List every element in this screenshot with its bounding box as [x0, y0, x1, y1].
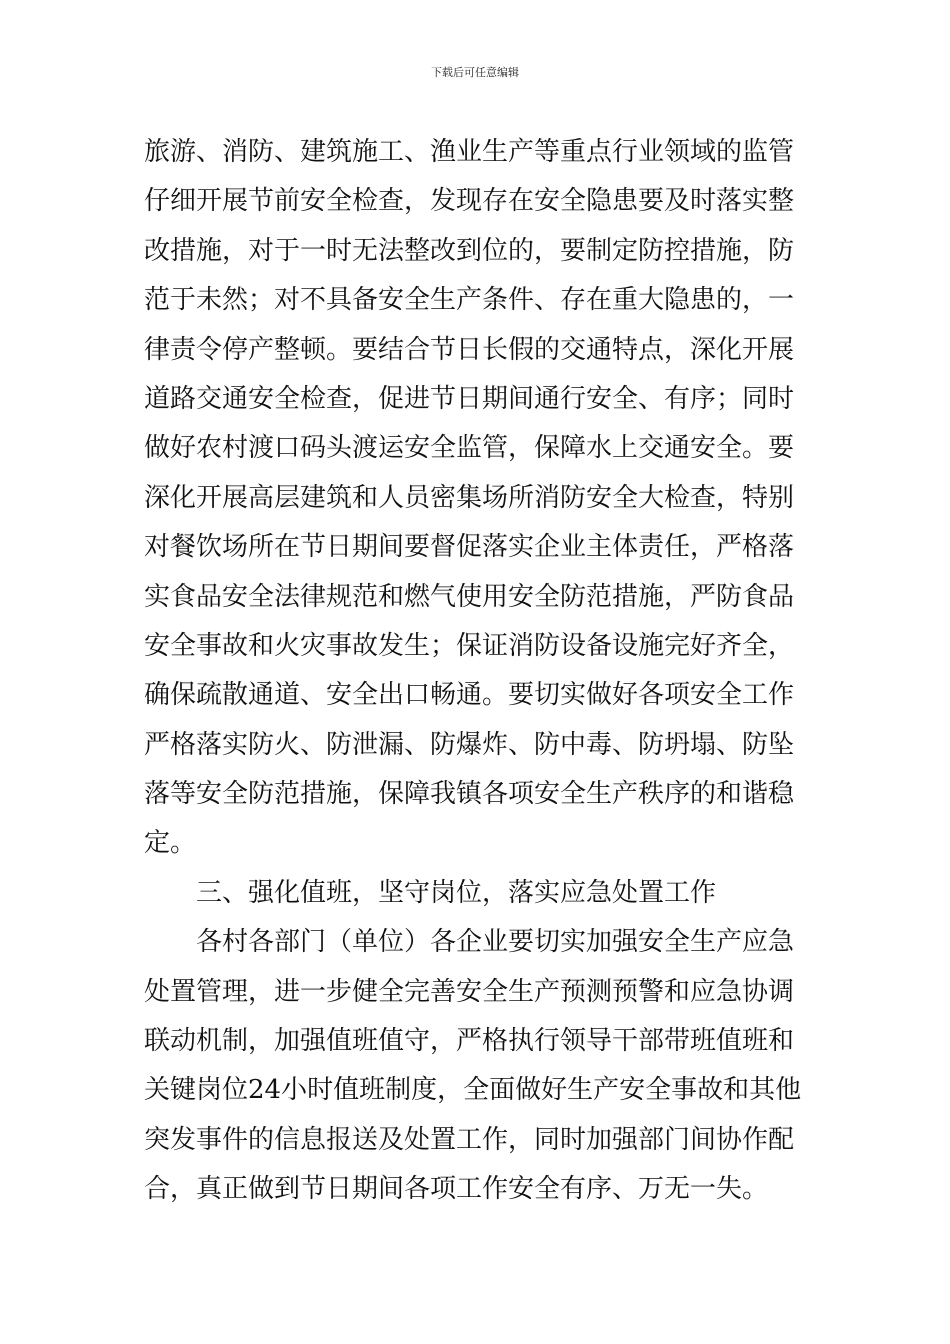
- paragraph-1-line: 律责令停产整顿。要结合节日长假的交通特点，深化开展: [144, 334, 795, 365]
- paragraph-1-line: 实食品安全法律规范和燃气使用安全防范措施，严防食品: [144, 581, 795, 612]
- paragraph-2-line: 突发事件的信息报送及处置工作，同时加强部门间协作配: [144, 1124, 795, 1155]
- paragraph-1-line: 做好农村渡口码头渡运安全监管，保障水上交通安全。要: [144, 433, 795, 464]
- paragraph-1-line: 改措施，对于一时无法整改到位的，要制定防控措施，防: [144, 235, 795, 266]
- paragraph-1-line: 范于未然；对不具备安全生产条件、存在重大隐患的，一: [144, 285, 795, 316]
- paragraph-2-line: 合，真正做到节日期间各项工作安全有序、万无一失。: [144, 1174, 769, 1205]
- paragraph-1-line: 落等安全防范措施，保障我镇各项安全生产秩序的和谐稳: [144, 779, 795, 810]
- paragraph-1-line: 定。: [144, 828, 197, 859]
- paragraph-2-line: 关键岗位24小时值班制度，全面做好生产安全事故和其他: [144, 1075, 802, 1106]
- paragraph-1-line: 旅游、消防、建筑施工、渔业生产等重点行业领域的监管: [144, 137, 795, 167]
- document-body: [144, 128, 814, 1215]
- paragraph-1-line: 道路交通安全检查，促进节日期间通行安全、有序；同时: [144, 383, 795, 414]
- section-heading: 三、强化值班，坚守岗位，落实应急处置工作: [196, 877, 717, 908]
- paragraph-1-line: 对餐饮场所在节日期间要督促落实企业主体责任，严格落: [144, 532, 795, 563]
- paragraph-1-line: 确保疏散通道、安全出口畅通。要切实做好各项安全工作: [144, 680, 795, 711]
- paragraph-1-line: 仔细开展节前安全检查，发现存在安全隐患要及时落实整: [144, 186, 795, 217]
- header-note: 下载后可任意编辑: [431, 66, 519, 79]
- paragraph-1-line: 深化开展高层建筑和人员密集场所消防安全大检查，特别: [144, 482, 795, 513]
- paragraph-2-line: 处置管理，进一步健全完善安全生产预测预警和应急协调: [144, 976, 795, 1007]
- paragraph-1-line: 安全事故和火灾事故发生；保证消防设备设施完好齐全，: [144, 630, 795, 661]
- paragraph-2-line: 联动机制，加强值班值守，严格执行领导干部带班值班和: [144, 1026, 795, 1057]
- paragraph-1-line: 严格落实防火、防泄漏、防爆炸、防中毒、防坍塌、防坠: [144, 729, 795, 760]
- paragraph-2-line: 各村各部门（单位）各企业要切实加强安全生产应急: [196, 927, 795, 958]
